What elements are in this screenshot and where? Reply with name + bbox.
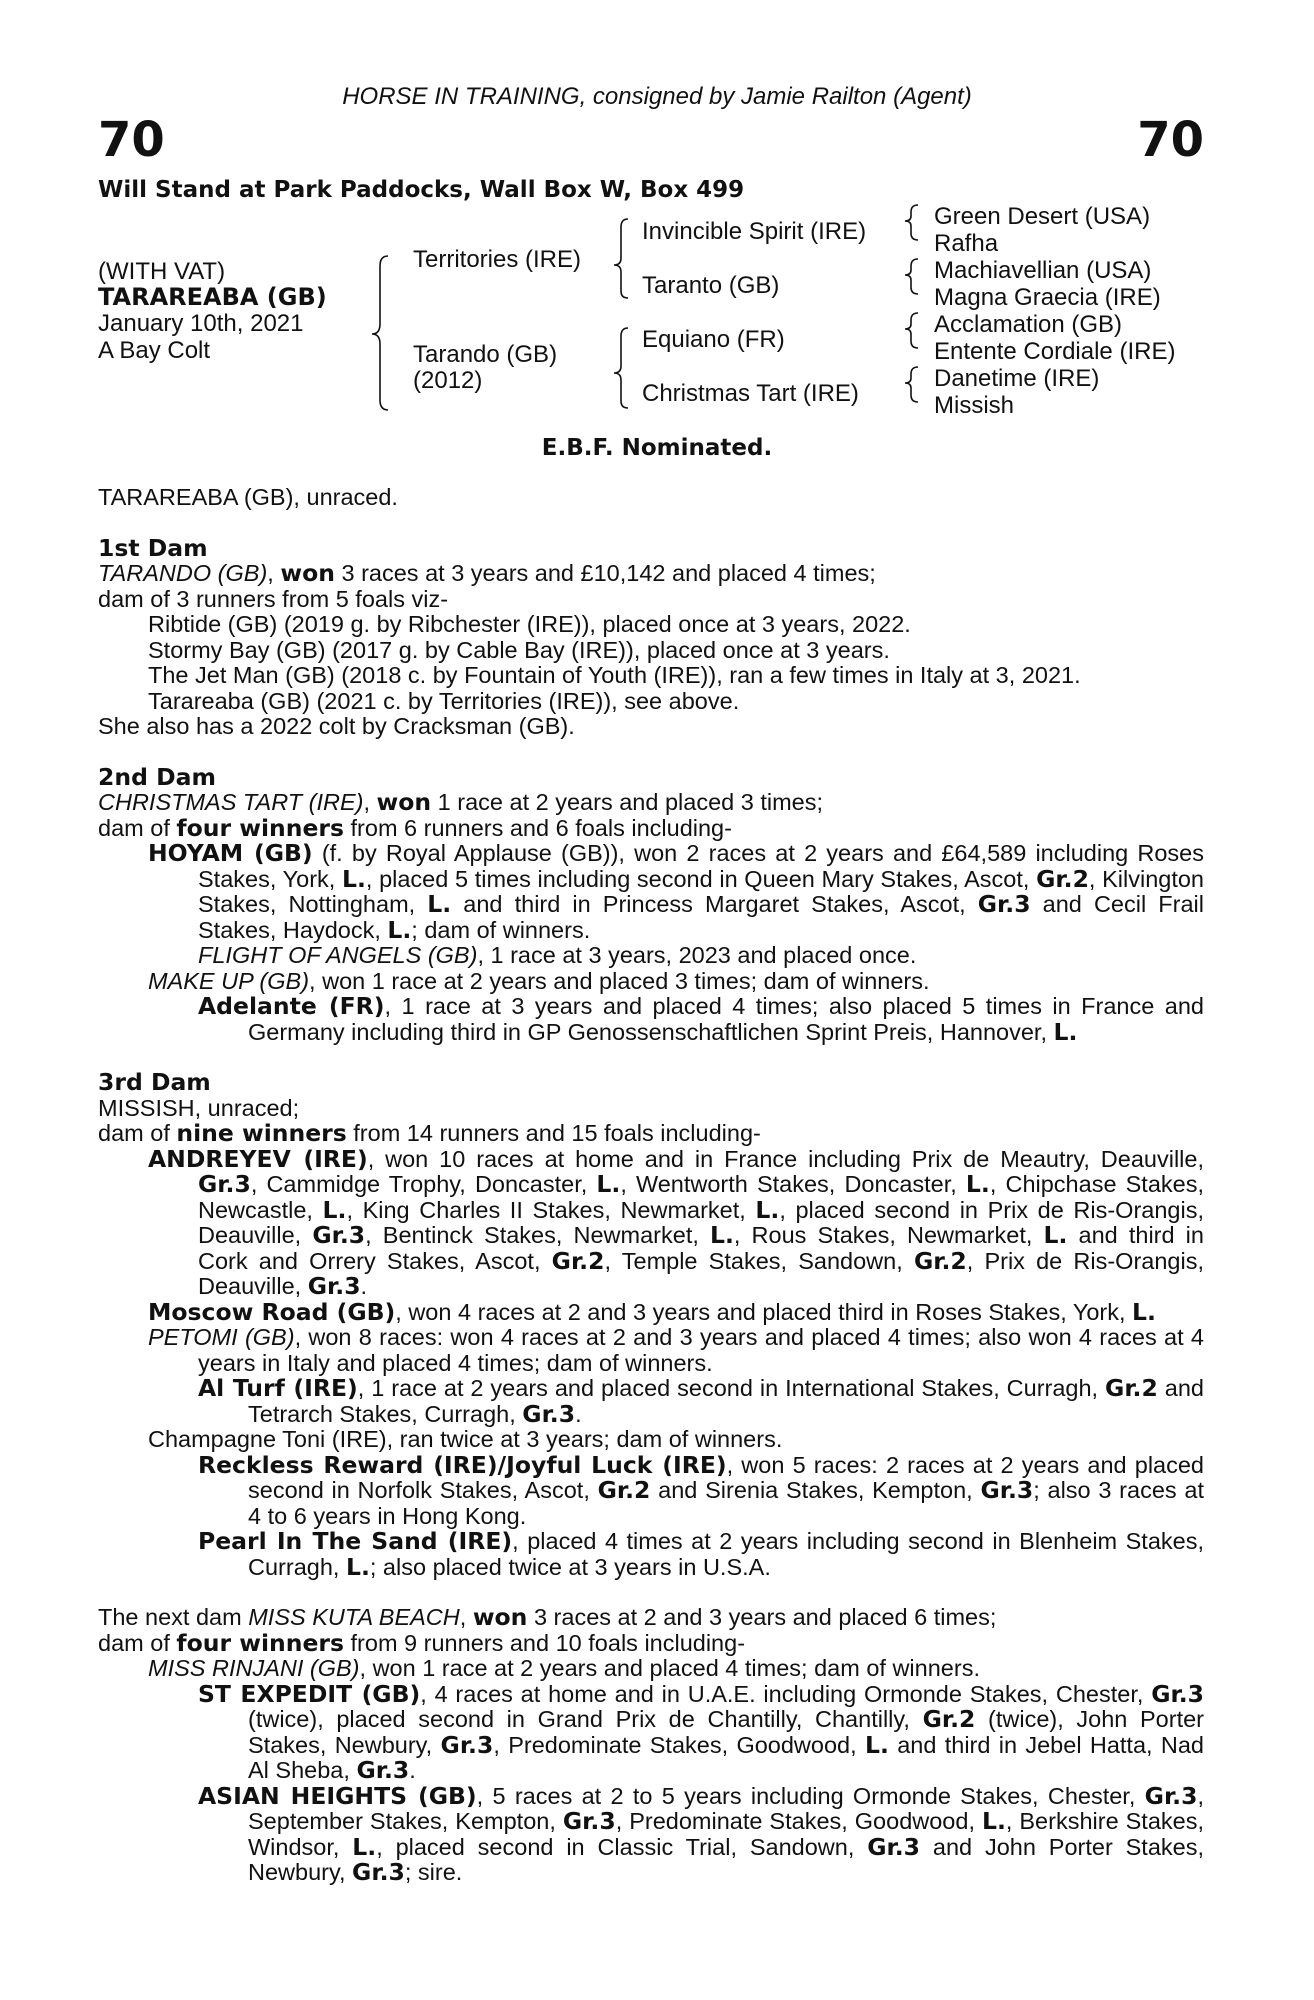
first-dam-produce: dam of 3 runners from 5 foals viz- [98,585,449,612]
first-dam-heading: 1st Dam [98,533,208,562]
intro-line: TARAREABA (GB), unraced. [98,484,398,510]
first-dam-record: TARANDO (GB), won 3 races at 3 years and £10,142 and placed 4 times; [98,559,876,587]
pedigree-gen3-2: Rafha [934,230,999,257]
vat-note: (WITH VAT) [98,258,226,285]
foal-entry: Tarareaba (GB) (2021 c. by Territories (IRE)), see above. [148,687,740,714]
second-dam-record: CHRISTMAS TART (IRE), won 1 race at 2 years and placed 3 times; [98,788,824,816]
horse-dob: January 10th, 2021 [98,310,304,337]
second-dam-produce: dam of four winners from 6 runners and 6 foals including- [98,813,732,842]
foal-entry: Stormy Bay (GB) (2017 g. by Cable Bay (IRE)), placed once at 3 years. [148,636,890,663]
produce-entry-asian-heights: ASIAN HEIGHTS (GB), 5 races at 2 to 5 years including Ormonde Stakes, Chester, Gr.3, September Stakes, Kempton, Gr.3, Predominate Stakes, Goodwood, L., Berkshire Stakes, Windsor, L., placed second in Classic Trial, Sandown, Gr.3 and John Porter Stakes, Newbury, Gr.3; sire. [198,1781,1204,1886]
pedigree-gen3-8: Missish [934,392,1015,419]
pedigree-gen3-6: Entente Cordiale (IRE) [934,338,1176,365]
third-dam-heading: 3rd Dam [98,1068,211,1096]
pedigree-dam: Tarando (GB) [413,341,558,368]
produce-entry-adelante: Adelante (FR), 1 race at 3 years and placed 4 times; also placed 5 times in France and Germany including third in GP Genossenschaftlichen Sprint Preis, Hannover, L. [198,992,1205,1046]
pedigree-dam-year: (2012) [413,367,483,394]
second-dam-heading: 2nd Dam [98,762,216,791]
pedigree-dam-dam: Christmas Tart (IRE) [642,380,859,407]
produce-entry-pearl-in-the-sand: Pearl In The Sand (IRE), placed 4 times at 2 years including second in Blenheim Stakes, Curragh, L.; also placed twice at 3 years in U.S.A. [198,1527,1204,1581]
produce-entry-miss-rinjani: MISS RINJANI (GB), won 1 race at 2 years and placed 4 times; dam of winners. [148,1655,980,1681]
produce-entry-st-expedit: ST EXPEDIT (GB), 4 races at home and in U.A.E. including Ormonde Stakes, Chester, Gr.3 (twice), placed second in Grand Prix de Chantilly, Chantilly, Gr.2 (twice), John Porter Stakes, Newbury, Gr.3, Predominate Stakes, Goodwood, L. and third in Jebel Hatta, Nad Al Sheba, Gr.3. [198,1679,1204,1784]
produce-entry-champagne-toni: Champagne Toni (IRE), ran twice at 3 years; dam of winners. [148,1426,783,1452]
third-dam-name: MISSISH, unraced; [98,1094,300,1121]
produce-entry-flight: FLIGHT OF ANGELS (GB), 1 race at 3 years, 2023 and placed once. [198,942,917,968]
horse-name: TARAREABA (GB) [98,283,327,311]
pedigree-gen3-1: Green Desert (USA) [934,203,1151,230]
produce-entry-petomi: PETOMI (GB), won 8 races: won 4 races at 2 and 3 years and placed 4 times; also won 4 races at 4 years in Italy and placed 4 times; dam of winners. [148,1324,1204,1376]
ebf-note: E.B.F. Nominated. [541,435,773,461]
stand-location: Will Stand at Park Paddocks, Wall Box W, Box 499 [98,177,745,203]
pedigree-gen3-5: Acclamation (GB) [934,311,1123,338]
produce-entry-andreyev: ANDREYEV (IRE), won 10 races at home and in France including Prix de Meautry, Deauville, Gr.3, Cammidge Trophy, Doncaster, L., Wentworth Stakes, Doncaster, L., Chipchase Stakes, Newcastle, L., King Charles II Stakes, Newmarket, L., placed second in Prix de Ris-Orangis, Deauville, Gr.3, Bentinck Stakes, Newmarket, L., Rous Stakes, Newmarket, L. and third in Cork and Orrery Stakes, Ascot, Gr.2, Temple Stakes, Sandown, Gr.2, Prix de Ris-Orangis, Deauville, Gr.3. [148,1144,1205,1300]
foal-entry: Ribtide (GB) (2019 g. by Ribchester (IRE)), placed once at 3 years, 2022. [148,611,911,637]
lot-number-left: 70 [98,112,165,168]
pedigree-dam-sire: Equiano (FR) [642,326,785,353]
produce-entry-makeup: MAKE UP (GB), won 1 race at 2 years and placed 3 times; dam of winners. [148,967,930,994]
third-dam-produce: dam of nine winners from 14 runners and 15 foals including- [98,1119,761,1147]
lot-number-right: 70 [1137,112,1204,168]
pedigree-sire-dam: Taranto (GB) [642,272,780,299]
pedigree-gen3-4: Magna Graecia (IRE) [934,284,1161,311]
produce-entry-al-turf: Al Turf (IRE), 1 race at 2 years and placed second in International Stakes, Curragh, Gr.2 and Tetrarch Stakes, Curragh, Gr.3. [198,1374,1204,1428]
catalogue-header: HORSE IN TRAINING, consigned by Jamie Railton (Agent) [342,83,972,110]
produce-entry-hoyam: HOYAM (GB) (f. by Royal Applause (GB)), won 2 races at 2 years and £64,589 including Roses Stakes, York, L., placed 5 times including second in Queen Mary Stakes, Ascot, Gr.2, Kilvington Stakes, Nottingham, L. and third in Princess Margaret Stakes, Ascot, Gr.3 and Cecil Frail Stakes, Haydock, L.; dam of winners. [148,839,1205,944]
catalogue-body [98,485,1204,1886]
foal-entry: The Jet Man (GB) (2018 c. by Fountain of Youth (IRE)), ran a few times in Italy at 3, 2021. [148,662,1081,688]
pedigree-gen3-3: Machiavellian (USA) [934,257,1152,284]
next-dam-produce: dam of four winners from 9 runners and 10 foals including- [98,1628,746,1657]
produce-entry-reckless-reward: Reckless Reward (IRE)/Joyful Luck (IRE), won 5 races: 2 races at 2 years and placed second in Norfolk Stakes, Ascot, Gr.2 and Sirenia Stakes, Kempton, Gr.3; also 3 races at 4 to 6 years in Hong Kong. [198,1450,1205,1529]
pedigree-gen3-7: Danetime (IRE) [934,365,1100,392]
pedigree-sire: Territories (IRE) [413,246,582,273]
next-dam-record: The next dam MISS KUTA BEACH, won 3 races at 2 and 3 years and placed 6 times; [98,1603,997,1631]
produce-entry-moscow-road: Moscow Road (GB), won 4 races at 2 and 3 years and placed third in Roses Stakes, York, L. [148,1297,1156,1326]
pedigree-sire-sire: Invincible Spirit (IRE) [642,218,867,245]
first-dam-also: She also has a 2022 colt by Cracksman (GB). [98,713,575,739]
horse-description: A Bay Colt [98,337,211,364]
